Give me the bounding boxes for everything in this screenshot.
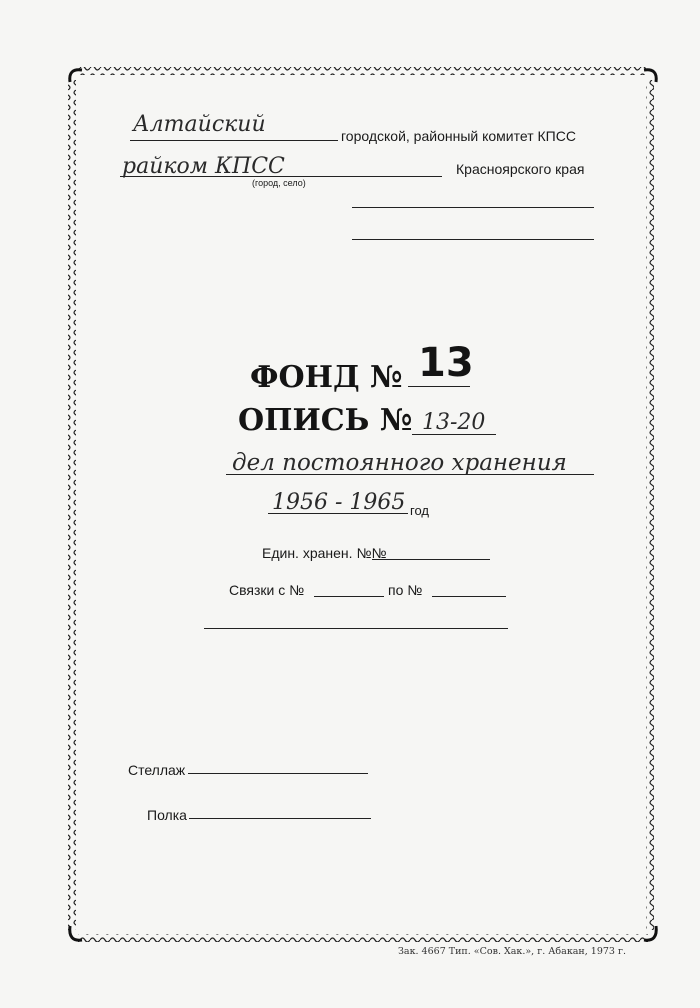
committee-underline bbox=[130, 140, 338, 141]
fond-number: 13 bbox=[418, 340, 474, 386]
bundles-from-label: Связки с № bbox=[229, 582, 305, 598]
bundles-to-underline bbox=[432, 596, 506, 597]
fond-number-underline bbox=[408, 386, 470, 387]
printer-imprint: Зак. 4667 Тип. «Сов. Хак.», г. Абакан, 1973 г. bbox=[398, 946, 626, 957]
storage-type-handwritten: дел постоянного хранения bbox=[232, 450, 567, 476]
rack-label: Стеллаж bbox=[128, 762, 186, 778]
shelf-underline bbox=[189, 818, 371, 819]
opis-number-underline bbox=[412, 434, 496, 435]
bundles-to-label: по № bbox=[388, 582, 423, 598]
period-underline bbox=[268, 513, 408, 514]
bundles-from-underline bbox=[314, 596, 384, 597]
org-handwritten: райком КПСС bbox=[122, 154, 285, 179]
committee-printed-label: городской, районный комитет КПСС bbox=[341, 128, 576, 144]
storage-type-underline bbox=[226, 474, 594, 475]
opis-label: ОПИСЬ № bbox=[238, 403, 413, 438]
fond-label: ФОНД № bbox=[250, 360, 403, 395]
blank-line-2 bbox=[352, 239, 594, 240]
org-underline bbox=[120, 176, 442, 177]
blank-line-1 bbox=[352, 207, 594, 208]
period-years: 1956 - 1965 bbox=[272, 490, 406, 515]
units-label: Един. хранен. №№ bbox=[262, 545, 387, 561]
units-underline bbox=[372, 559, 490, 560]
shelf-label: Полка bbox=[147, 807, 187, 823]
committee-handwritten: Алтайский bbox=[133, 112, 266, 137]
city-caption: (город, село) bbox=[252, 178, 306, 188]
opis-number: 13-20 bbox=[422, 410, 486, 435]
region-printed-label: Красноярского края bbox=[456, 161, 585, 177]
period-suffix: год bbox=[410, 503, 429, 518]
blank-line-3 bbox=[204, 628, 508, 629]
rack-underline bbox=[188, 773, 368, 774]
